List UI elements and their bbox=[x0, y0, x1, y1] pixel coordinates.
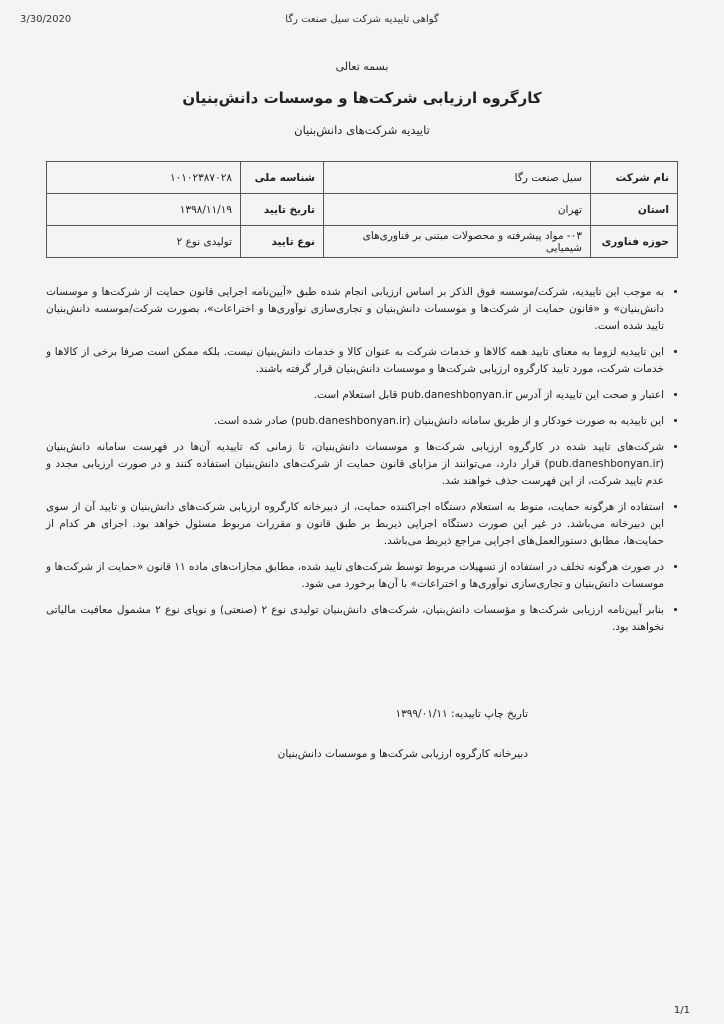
terms-list bbox=[46, 284, 678, 636]
document-subtitle: تاییدیه شرکت‌های دانش‌بنیان bbox=[294, 123, 430, 137]
print-timestamp: 3/30/2020 bbox=[20, 14, 72, 25]
table-row bbox=[47, 162, 678, 194]
certificate-print-date: تاریخ چاپ تاییدیه: ۱۳۹۹/۰۱/۱۱ bbox=[395, 708, 528, 720]
tech-field-label: حوزه فناوری bbox=[591, 226, 678, 258]
table-row bbox=[47, 194, 678, 226]
province-label: استان bbox=[591, 194, 678, 226]
list-item: • این تاییدیه لزوما به معنای تایید همه کالاها و خدمات شرکت به عنوان کالا و خدمات دانش‌بنیان نیست. بلکه ممکن است صرفا برخی از کالاها و خدمات شرکت، مورد تایید کارگروه ارزیابی شرکت‌ها و موسسات دانش‌بنیان قرار گرفته باشند. bbox=[46, 344, 664, 378]
list-item: • اعتبار و صحت این تاییدیه از آدرس pub.daneshbonyan.ir قابل استعلام است. bbox=[46, 387, 664, 404]
national-id-label: شناسه ملی bbox=[241, 162, 324, 194]
list-item: • این تاییدیه به صورت خودکار و از طریق سامانه دانش‌بنیان (pub.daneshbonyan.ir) صادر شده است. bbox=[46, 413, 664, 430]
company-name-label: نام شرکت bbox=[591, 162, 678, 194]
list-item: • به موجب این تاییدیه، شرکت/موسسه فوق الذکر بر اساس ارزیابی انجام شده طبق «آیین‌نامه اجرایی قانون حمایت از شرکت‌ها و موسسات دانش‌بنیان» و «قانون حمایت از شرکت‌ها و موسسات دانش‌بنیان و تجاری‌سازی نوآوری‌ها و اختراعات»، بصورت شرکت/موسسه دانش‌بنیان تایید شده است. bbox=[46, 284, 664, 335]
document-title: کارگروه ارزیابی شرکت‌ها و موسسات دانش‌بنیان bbox=[182, 89, 542, 107]
list-item: • در صورت هرگونه تخلف در استفاده از تسهیلات مربوط توسط شرکت‌های تایید شده، مطابق مجازات‌های ماده ۱۱ قانون «حمایت از شرکت‌ها و موسسات دانش‌بنیان و تجاری‌سازی نوآوری‌ها و اختراعات» با آن‌ها برخورد می شود. bbox=[46, 559, 664, 593]
page-header bbox=[20, 14, 704, 30]
page-header-title: گواهی تاییدیه شرکت سیل صنعت رگا bbox=[285, 14, 439, 25]
certificate-document bbox=[46, 60, 678, 760]
approval-type-value: تولیدی نوع ۲ bbox=[47, 226, 241, 258]
approval-type-label: نوع تایید bbox=[241, 226, 324, 258]
list-item: • بنابر آیین‌نامه ارزیابی شرکت‌ها و مؤسسات دانش‌بنیان، شرکت‌های دانش‌بنیان تولیدی نوع ۲ (صنعتی) و نوپای نوع ۲ مشمول معافیت مالیاتی نخواهند بود. bbox=[46, 602, 664, 636]
approval-date-value: ۱۳۹۸/۱۱/۱۹ bbox=[47, 194, 241, 226]
page-number: 1/1 bbox=[673, 1005, 690, 1016]
national-id-value: ۱۰۱۰۲۳۸۷۰۲۸ bbox=[47, 162, 241, 194]
list-item: • شرکت‌های تایید شده در کارگروه ارزیابی شرکت‌ها و موسسات دانش‌بنیان، تا زمانی که تاییدیه آن‌ها در فهرست سامانه دانش‌بنیان (pub.daneshbonyan.ir) قرار دارد، می‌توانند از مزایای قانون حمایت از شرکت‌های دانش‌بنیان استفاده کنند و در صورت ارزیابی مجدد و عدم تایید شرکت، از این فهرست حذف خواهند شد. bbox=[46, 439, 664, 490]
province-value: تهران bbox=[324, 194, 591, 226]
company-info-table bbox=[46, 161, 678, 258]
list-item: • استفاده از هرگونه حمایت، منوط به استعلام دستگاه اجراکننده حمایت، از دبیرخانه کارگروه ارزیابی شرکت‌های دانش‌بنیان و تایید آن از سوی این دبیرخانه می‌باشد. در غیر این صورت دستگاه اجرایی ذیربط بر طبق قانون و مقررات مربوط مسئول خواهد بود. اجرای هر کدام از حمایت‌ها، مطابق دستورالعمل‌های اجرایی مراجع ذیربط می‌باشد. bbox=[46, 499, 664, 550]
secretariat-signature: دبیرخانه کارگروه ارزیابی شرکت‌ها و موسسات دانش‌بنیان bbox=[277, 748, 528, 760]
approval-date-label: تاریخ تایید bbox=[241, 194, 324, 226]
tech-field-value: ۰۳- مواد پیشرفته و محصولات مبتنی بر فناوری‌های شیمیایی bbox=[324, 226, 591, 258]
company-name-value: سیل صنعت رگا bbox=[324, 162, 591, 194]
basmala: بسمه تعالی bbox=[335, 60, 389, 73]
table-row bbox=[47, 226, 678, 258]
